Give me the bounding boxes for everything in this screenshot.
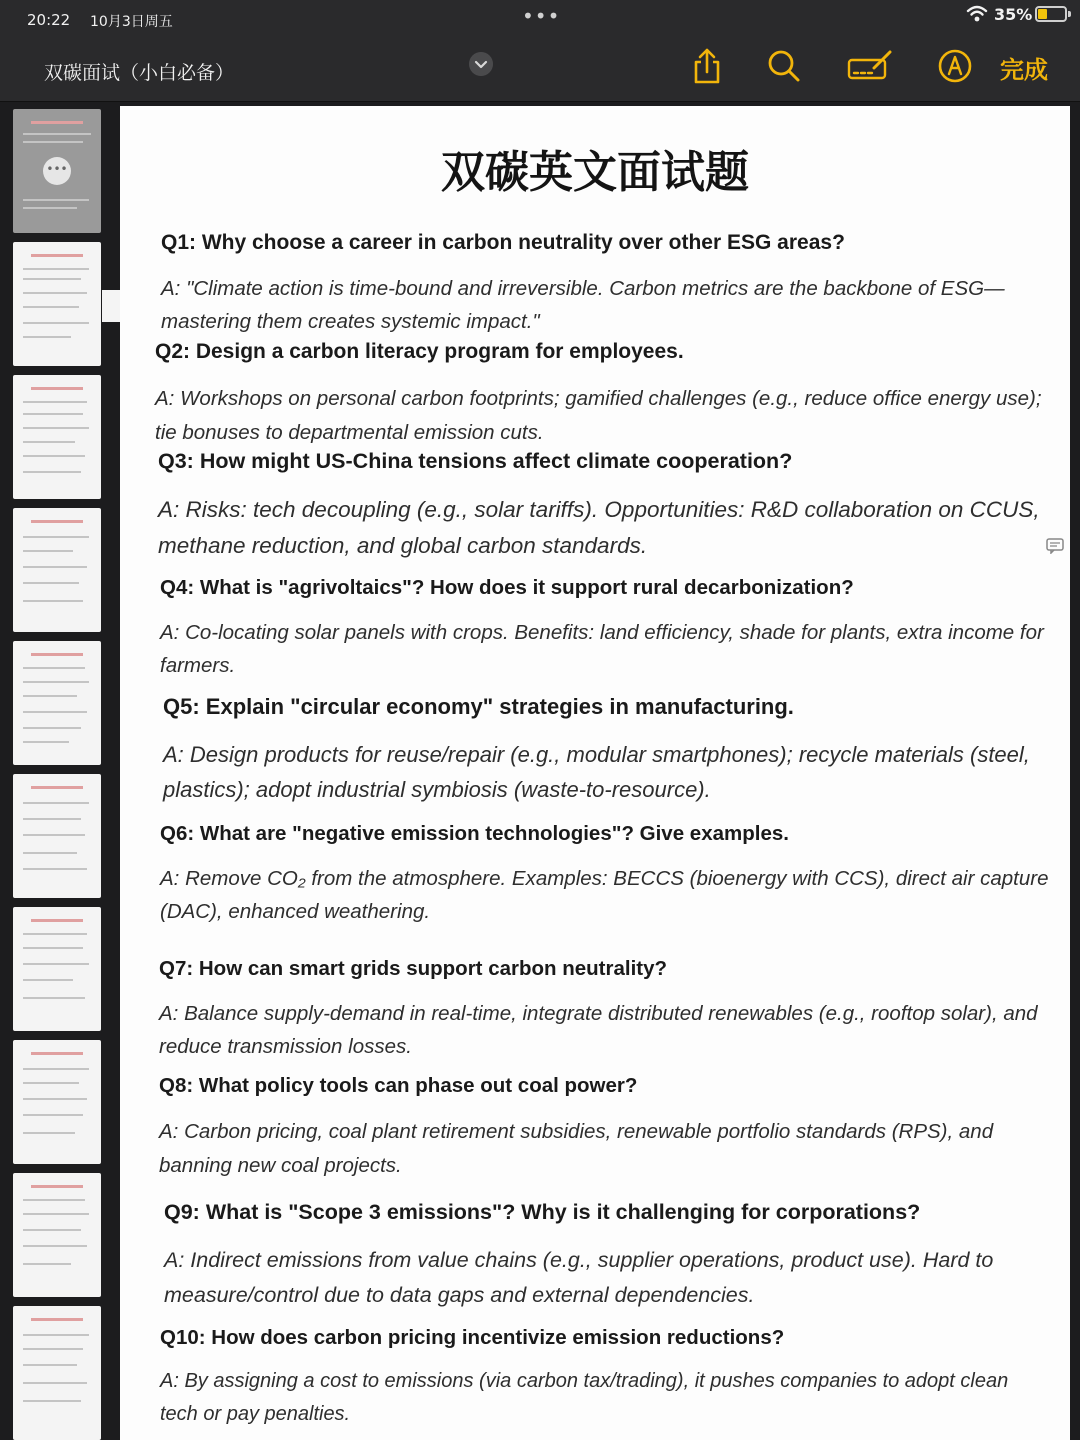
status-time: 20:22 [27, 11, 71, 29]
wifi-icon [966, 4, 988, 24]
answer-2: A: Workshops on personal carbon footprints; gamified challenges (e.g., reduce office energy use); tie bonuses to departmental emission cuts. [155, 387, 1042, 444]
comment-icon[interactable] [1046, 538, 1064, 554]
answer-1: A: "Climate action is time-bound and irreversible. Carbon metrics are the backbone of ESG—mastering them creates systemic impact." [161, 277, 1005, 333]
current-page-marker [102, 290, 120, 322]
page-thumbnail[interactable] [13, 1040, 101, 1164]
done-button[interactable]: 完成 [1000, 56, 1048, 84]
thumbnail-more-button[interactable]: ••• [43, 157, 71, 185]
page-thumbnail[interactable] [13, 109, 101, 233]
answer-6: A: Remove CO₂ from the atmosphere. Examples: BECCS (bioenergy with CCS), direct air capture (DAC), enhanced weathering. [160, 867, 1049, 923]
markup-pencil-icon[interactable] [846, 46, 894, 86]
share-icon[interactable] [687, 46, 727, 86]
status-bar [0, 0, 1080, 40]
page-thumbnail[interactable] [13, 907, 101, 1031]
question-5: Q5: Explain "circular economy" strategies in manufacturing. [163, 694, 794, 719]
question-6: Q6: What are "negative emission technologies"? Give examples. [160, 822, 789, 845]
battery-level-fill [1038, 9, 1047, 19]
question-2: Q2: Design a carbon literacy program for employees. [155, 340, 684, 363]
page-thumbnail[interactable] [13, 1173, 101, 1297]
question-8: Q8: What policy tools can phase out coal power? [159, 1074, 638, 1097]
answer-5: A: Design products for reuse/repair (e.g., modular smartphones); recycle materials (steel, plastics); adopt industrial symbiosis (waste-to-resource). [163, 742, 1030, 802]
multitasking-dots[interactable]: ••• [522, 4, 561, 28]
answer-8: A: Carbon pricing, coal plant retirement subsidies, renewable portfolio standards (RPS), and banning new coal projects. [159, 1120, 994, 1177]
answer-10: A: By assigning a cost to emissions (via carbon tax/trading), it pushes companies to adopt clean tech or pay penalties. [160, 1370, 1009, 1425]
page-title: 双碳英文面试题 [441, 147, 749, 198]
page-thumbnail[interactable] [13, 774, 101, 898]
question-7: Q7: How can smart grids support carbon neutrality? [159, 957, 668, 980]
answer-3: A: Risks: tech decoupling (e.g., solar tariffs). Opportunities: R&D collaboration on CCUS, methane reduction, and global carbon standards. [158, 497, 1040, 558]
document-page [120, 106, 1070, 1440]
document-title[interactable]: 双碳面试（小白必备） [44, 62, 235, 84]
battery-percent: 35% [994, 5, 1033, 24]
answer-7: A: Balance supply-demand in real-time, integrate distributed renewables (e.g., rooftop solar), and reduce transmission losses. [159, 1002, 1038, 1058]
answer-9: A: Indirect emissions from value chains (e.g., supplier operations, product use). Hard to measure/control due to data gaps and external dependencies. [164, 1248, 994, 1307]
question-3: Q3: How might US-China tensions affect climate cooperation? [158, 449, 793, 473]
question-9: Q9: What is "Scope 3 emissions"? Why is it challenging for corporations? [164, 1200, 921, 1224]
page-thumbnail-sidebar [0, 103, 110, 1440]
chevron-down-icon[interactable] [469, 52, 493, 76]
page-thumbnail[interactable] [13, 641, 101, 765]
page-thumbnail[interactable] [13, 242, 101, 366]
app-toolbar [0, 40, 1080, 102]
question-4: Q4: What is "agrivoltaics"? How does it support rural decarbonization? [160, 576, 854, 599]
status-date: 10月3日周五 [90, 14, 173, 30]
search-icon[interactable] [764, 46, 804, 86]
markup-circle-icon[interactable] [935, 46, 975, 86]
question-10: Q10: How does carbon pricing incentivize emission reductions? [160, 1326, 785, 1349]
page-thumbnail[interactable] [13, 508, 101, 632]
battery-icon [1035, 6, 1067, 22]
page-thumbnail[interactable] [13, 1306, 101, 1440]
page-thumbnail[interactable] [13, 375, 101, 499]
answer-4: A: Co-locating solar panels with crops. Benefits: land efficiency, shade for plants, extra income for farmers. [160, 621, 1044, 677]
question-1: Q1: Why choose a career in carbon neutrality over other ESG areas? [161, 231, 845, 254]
